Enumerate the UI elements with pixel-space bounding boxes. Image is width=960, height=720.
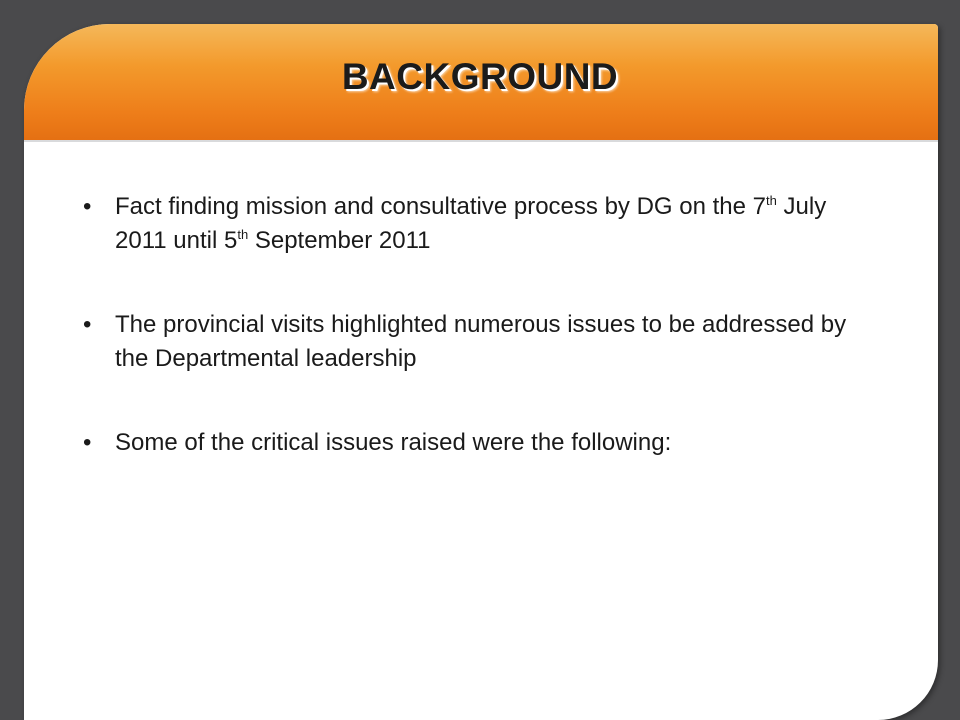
slide-title: BACKGROUND [341,56,619,97]
bullet-list [83,190,875,510]
bullet-dot: • [83,193,92,220]
bullet-dot: • [83,311,92,338]
bullet-item-1 [83,190,875,258]
bullet-text: Some of the critical issues raised were the following: [115,429,672,456]
bullet-dot: • [83,429,92,456]
bullet-item-3 [83,426,875,460]
bullet-item-2 [83,308,875,376]
bullet-text: The provincial visits highlighted numerous issues to be addressed by the Departmental leadership [115,311,847,372]
bullet-text: Fact finding mission and consultative process by DG on the 7th July 2011 until 5th September 2011 [115,193,827,254]
